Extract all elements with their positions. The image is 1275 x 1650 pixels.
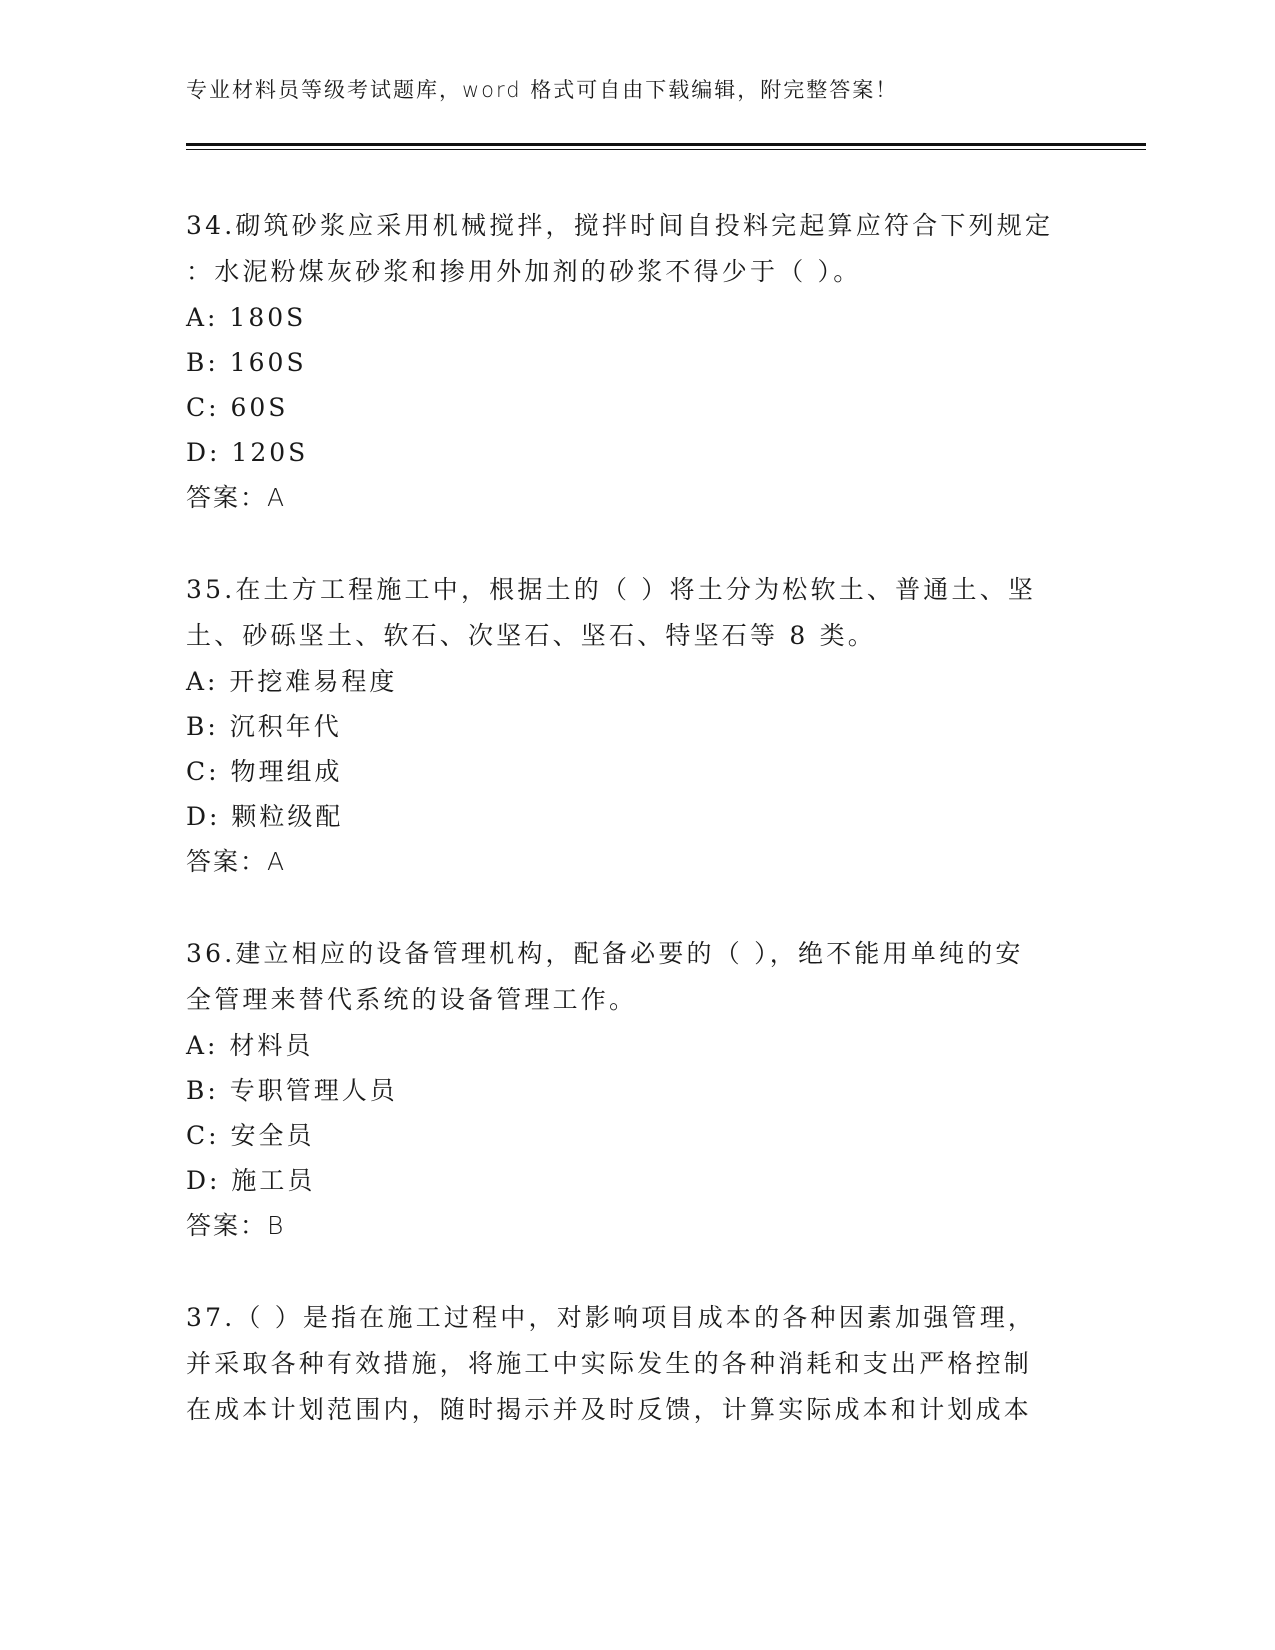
- question-stem-line: 34.砌筑砂浆应采用机械搅拌，搅拌时间自投料完起算应符合下列规定: [186, 211, 1054, 240]
- question-stem: [186, 567, 1066, 659]
- question-36: [186, 931, 1066, 1249]
- option-c: C: 60S: [186, 393, 289, 422]
- question-list: [186, 203, 1066, 1479]
- question-stem-line: ：水泥粉煤灰砂浆和掺用外加剂的砂浆不得少于（ ）。: [186, 257, 862, 286]
- header-rule-thin: [186, 149, 1146, 150]
- option-c: C: 安全员: [186, 1121, 315, 1150]
- option-b: B: 专职管理人员: [186, 1076, 398, 1105]
- question-stem-line: 在成本计划范围内，随时揭示并及时反馈，计算实际成本和计划成本: [186, 1395, 1033, 1424]
- answer: 答案：A: [186, 483, 287, 512]
- option-b: B: 沉积年代: [186, 712, 342, 741]
- page-header: 专业材料员等级考试题库，word 格式可自由下载编辑，附完整答案！: [186, 78, 899, 102]
- option-d: D: 颗粒级配: [186, 802, 344, 831]
- question-stem: [186, 931, 1066, 1023]
- question-37: [186, 1295, 1066, 1433]
- answer: 答案：B: [186, 1211, 286, 1240]
- option-a: A: 180S: [186, 303, 307, 332]
- option-d: D: 施工员: [186, 1166, 316, 1195]
- option-d: D: 120S: [186, 438, 309, 467]
- question-35: [186, 567, 1066, 885]
- question-stem-line: 35.在土方工程施工中，根据土的（ ）将土分为松软土、普通土、坚: [186, 575, 1037, 604]
- question-stem-line: 37.（ ）是指在施工过程中，对影响项目成本的各种因素加强管理，: [186, 1303, 1037, 1332]
- question-34: [186, 203, 1066, 521]
- option-b: B: 160S: [186, 348, 307, 377]
- option-a: A: 开挖难易程度: [186, 667, 398, 696]
- question-stem: [186, 1295, 1066, 1433]
- question-stem: [186, 203, 1066, 295]
- option-a: A: 材料员: [186, 1031, 314, 1060]
- question-stem-line: 36.建立相应的设备管理机构，配备必要的（ ），绝不能用单纯的安: [186, 939, 1024, 968]
- option-c: C: 物理组成: [186, 757, 343, 786]
- question-stem-line: 土、砂砾坚土、软石、次坚石、坚石、特坚石等 8 类。: [186, 621, 877, 650]
- header-rule-thick: [186, 143, 1146, 146]
- question-stem-line: 全管理来替代系统的设备管理工作。: [186, 985, 638, 1014]
- question-stem-line: 并采取各种有效措施，将施工中实际发生的各种消耗和支出严格控制: [186, 1349, 1033, 1378]
- answer: 答案：A: [186, 847, 287, 876]
